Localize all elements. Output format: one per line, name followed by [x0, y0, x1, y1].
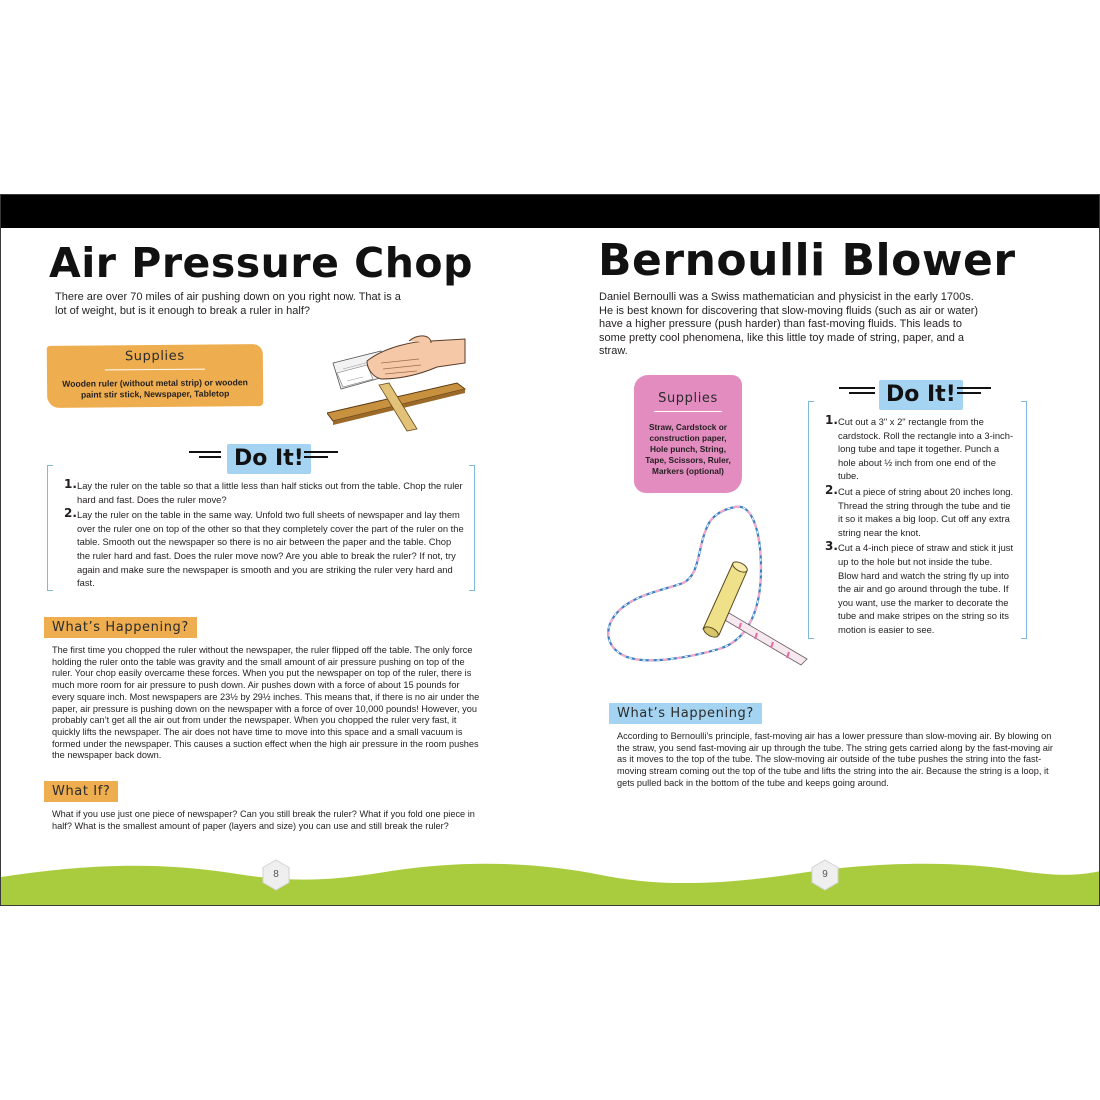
- page-number-text: 9: [822, 869, 828, 880]
- what-if-badge: What If?: [44, 781, 118, 802]
- step-item: [825, 415, 1015, 483]
- supplies-box-left: [47, 344, 264, 408]
- page-number-text: 8: [273, 869, 279, 880]
- step-number: 3.: [825, 539, 838, 554]
- page-title-right: Bernoulli Blower: [598, 235, 1016, 286]
- step-text: Cut out a 3" x 2" rectangle from the cardstock. Roll the rectangle into a 3-inch-long tube and tape it together. Punch a hole about ½ inch from one end of the tube.: [838, 416, 1014, 482]
- what-if-text: What if you use just one piece of newspaper? Can you still break the ruler? What if you fold one piece in half? What is the smallest amount of paper (layers and size) you can use and still break the ruler?: [52, 809, 475, 831]
- page-number-right: [810, 859, 840, 891]
- whats-happening-text-right: According to Bernoulli’s principle, fast-moving air has a lower pressure than slow-moving air. By blowing on the straw, you send fast-moving air up through the tube. The string gets carried along by the fast-moving air as it moves to the top of the tube. The slow-moving air outside of the tube pushes the string into the fast-moving stream coming out the top of the tube and lifts the string into the air. Because the string is a loop, it gets pulled back in the bottom of the tube and keeps going around.: [617, 731, 1053, 788]
- supplies-title-right: Supplies: [658, 391, 718, 406]
- hand-chop-illustration: [327, 333, 469, 433]
- step-item: [825, 541, 1015, 636]
- supplies-text-left: Wooden ruler (without metal strip) or wooden paint stir stick, Newspaper, Tabletop: [62, 377, 248, 400]
- whats-happening-badge-right: What’s Happening?: [609, 703, 762, 724]
- step-text: Cut a piece of string about 20 inches long. Thread the string through the tube and tie it so it makes a big loop. Cut off any extra string near the knot.: [838, 485, 1014, 538]
- doit-decoration-right-b: [957, 387, 991, 397]
- supplies-text-right: Straw, Cardstock or construction paper, Hole punch, String, Tape, Scissors, Ruler, Markers (optional): [645, 422, 731, 476]
- step-number: 2.: [825, 482, 838, 497]
- step-number: 1.: [825, 413, 838, 427]
- whats-happening-text-left: The first time you chopped the ruler without the newspaper, the ruler flipped off the table. The only force holding the ruler onto the table was gravity and the small amount of air pressure pushing on top of the ruler. Your chop easily overcame these forces. When you put the newspaper on top of the ruler, there is much more room for air pressure to push down. Air pushes down with a force of about 15 pounds for every square inch. Most newspapers are 23½ by 29½ inches. This means that, if there is no air under the paper, air pressure is pushing down on the newspaper with a force of over 10,000 pounds! However, you probably can’t get all the air out from under the newspaper. When you chopped the ruler very fast, it quickly lifts the newspaper. The air does not have time to move into this space and a small vacuum is formed under the newspaper. This causes a suction effect when the high air pressure in the room pushes the newspaper back down.: [52, 645, 480, 761]
- step-number: 2.: [64, 506, 77, 521]
- top-black-bar: [1, 195, 1100, 228]
- supplies-box-right: [634, 375, 742, 493]
- step-item: [825, 482, 1015, 539]
- step-text: Lay the ruler on the table in the same way. Unfold two full sheets of newspaper and lay them over the ruler one on top of the other so that they completely cover the part of the ruler on the table. Smooth out the newspaper so there is no air between the paper and the table. Chop the ruler hard and fast. Does the ruler move now? Are you able to break the ruler? If not, try again and make sure the newspaper is smooth and you are striking the ruler very hard and fast.: [77, 509, 464, 589]
- step-item: [64, 479, 464, 506]
- doit-badge-right: Do It!: [879, 380, 963, 410]
- doit-decoration-left-b: [304, 451, 338, 461]
- steps-bracket-left-open: [47, 465, 53, 591]
- page-title-left: Air Pressure Chop: [49, 239, 473, 287]
- supplies-title-left: Supplies: [124, 348, 185, 365]
- steps-bracket-right-close: [1021, 401, 1027, 639]
- supplies-divider: [105, 369, 205, 371]
- steps-list-left: [64, 479, 464, 592]
- doit-decoration-right-a: [839, 387, 875, 397]
- intro-left: There are over 70 miles of air pushing down on you right now. That is a lot of weight, but is it enough to break a ruler in half?: [55, 291, 401, 317]
- step-item: [64, 508, 464, 590]
- step-number: 1.: [64, 477, 77, 491]
- supplies-divider: [654, 411, 722, 412]
- step-text: Lay the ruler on the table so that a little less than half sticks out from the table. Chop the ruler hard and fast. Does the ruler move?: [77, 480, 463, 505]
- book-spread: [0, 194, 1100, 906]
- intro-right: Daniel Bernoulli was a Swiss mathematician and physicist in the early 1700s. He is best known for discovering that slow-moving fluids (such as air or water) have a higher pressure (push harder) than fast-moving fluids. This leads to some pretty cool phenomena, like this little toy made of string, paper, and a straw.: [599, 291, 979, 357]
- doit-decoration-left-a: [189, 451, 221, 461]
- steps-list-right: [825, 415, 1015, 639]
- green-hills-footer: [1, 855, 1100, 905]
- page-number-left: [261, 859, 291, 891]
- whats-happening-badge-left: What’s Happening?: [44, 617, 197, 638]
- doit-badge-left: Do It!: [227, 444, 311, 474]
- steps-bracket-left-close: [469, 465, 475, 591]
- bernoulli-blower-illustration: [601, 499, 811, 679]
- step-text: Cut a 4-inch piece of straw and stick it just up to the hole but not inside the tube. Blow hard and watch the string fly up into the air and go around through the tube. If you want, use the marker to decorate the tube and make stripes on the string so its motion is easier to see.: [838, 542, 1014, 635]
